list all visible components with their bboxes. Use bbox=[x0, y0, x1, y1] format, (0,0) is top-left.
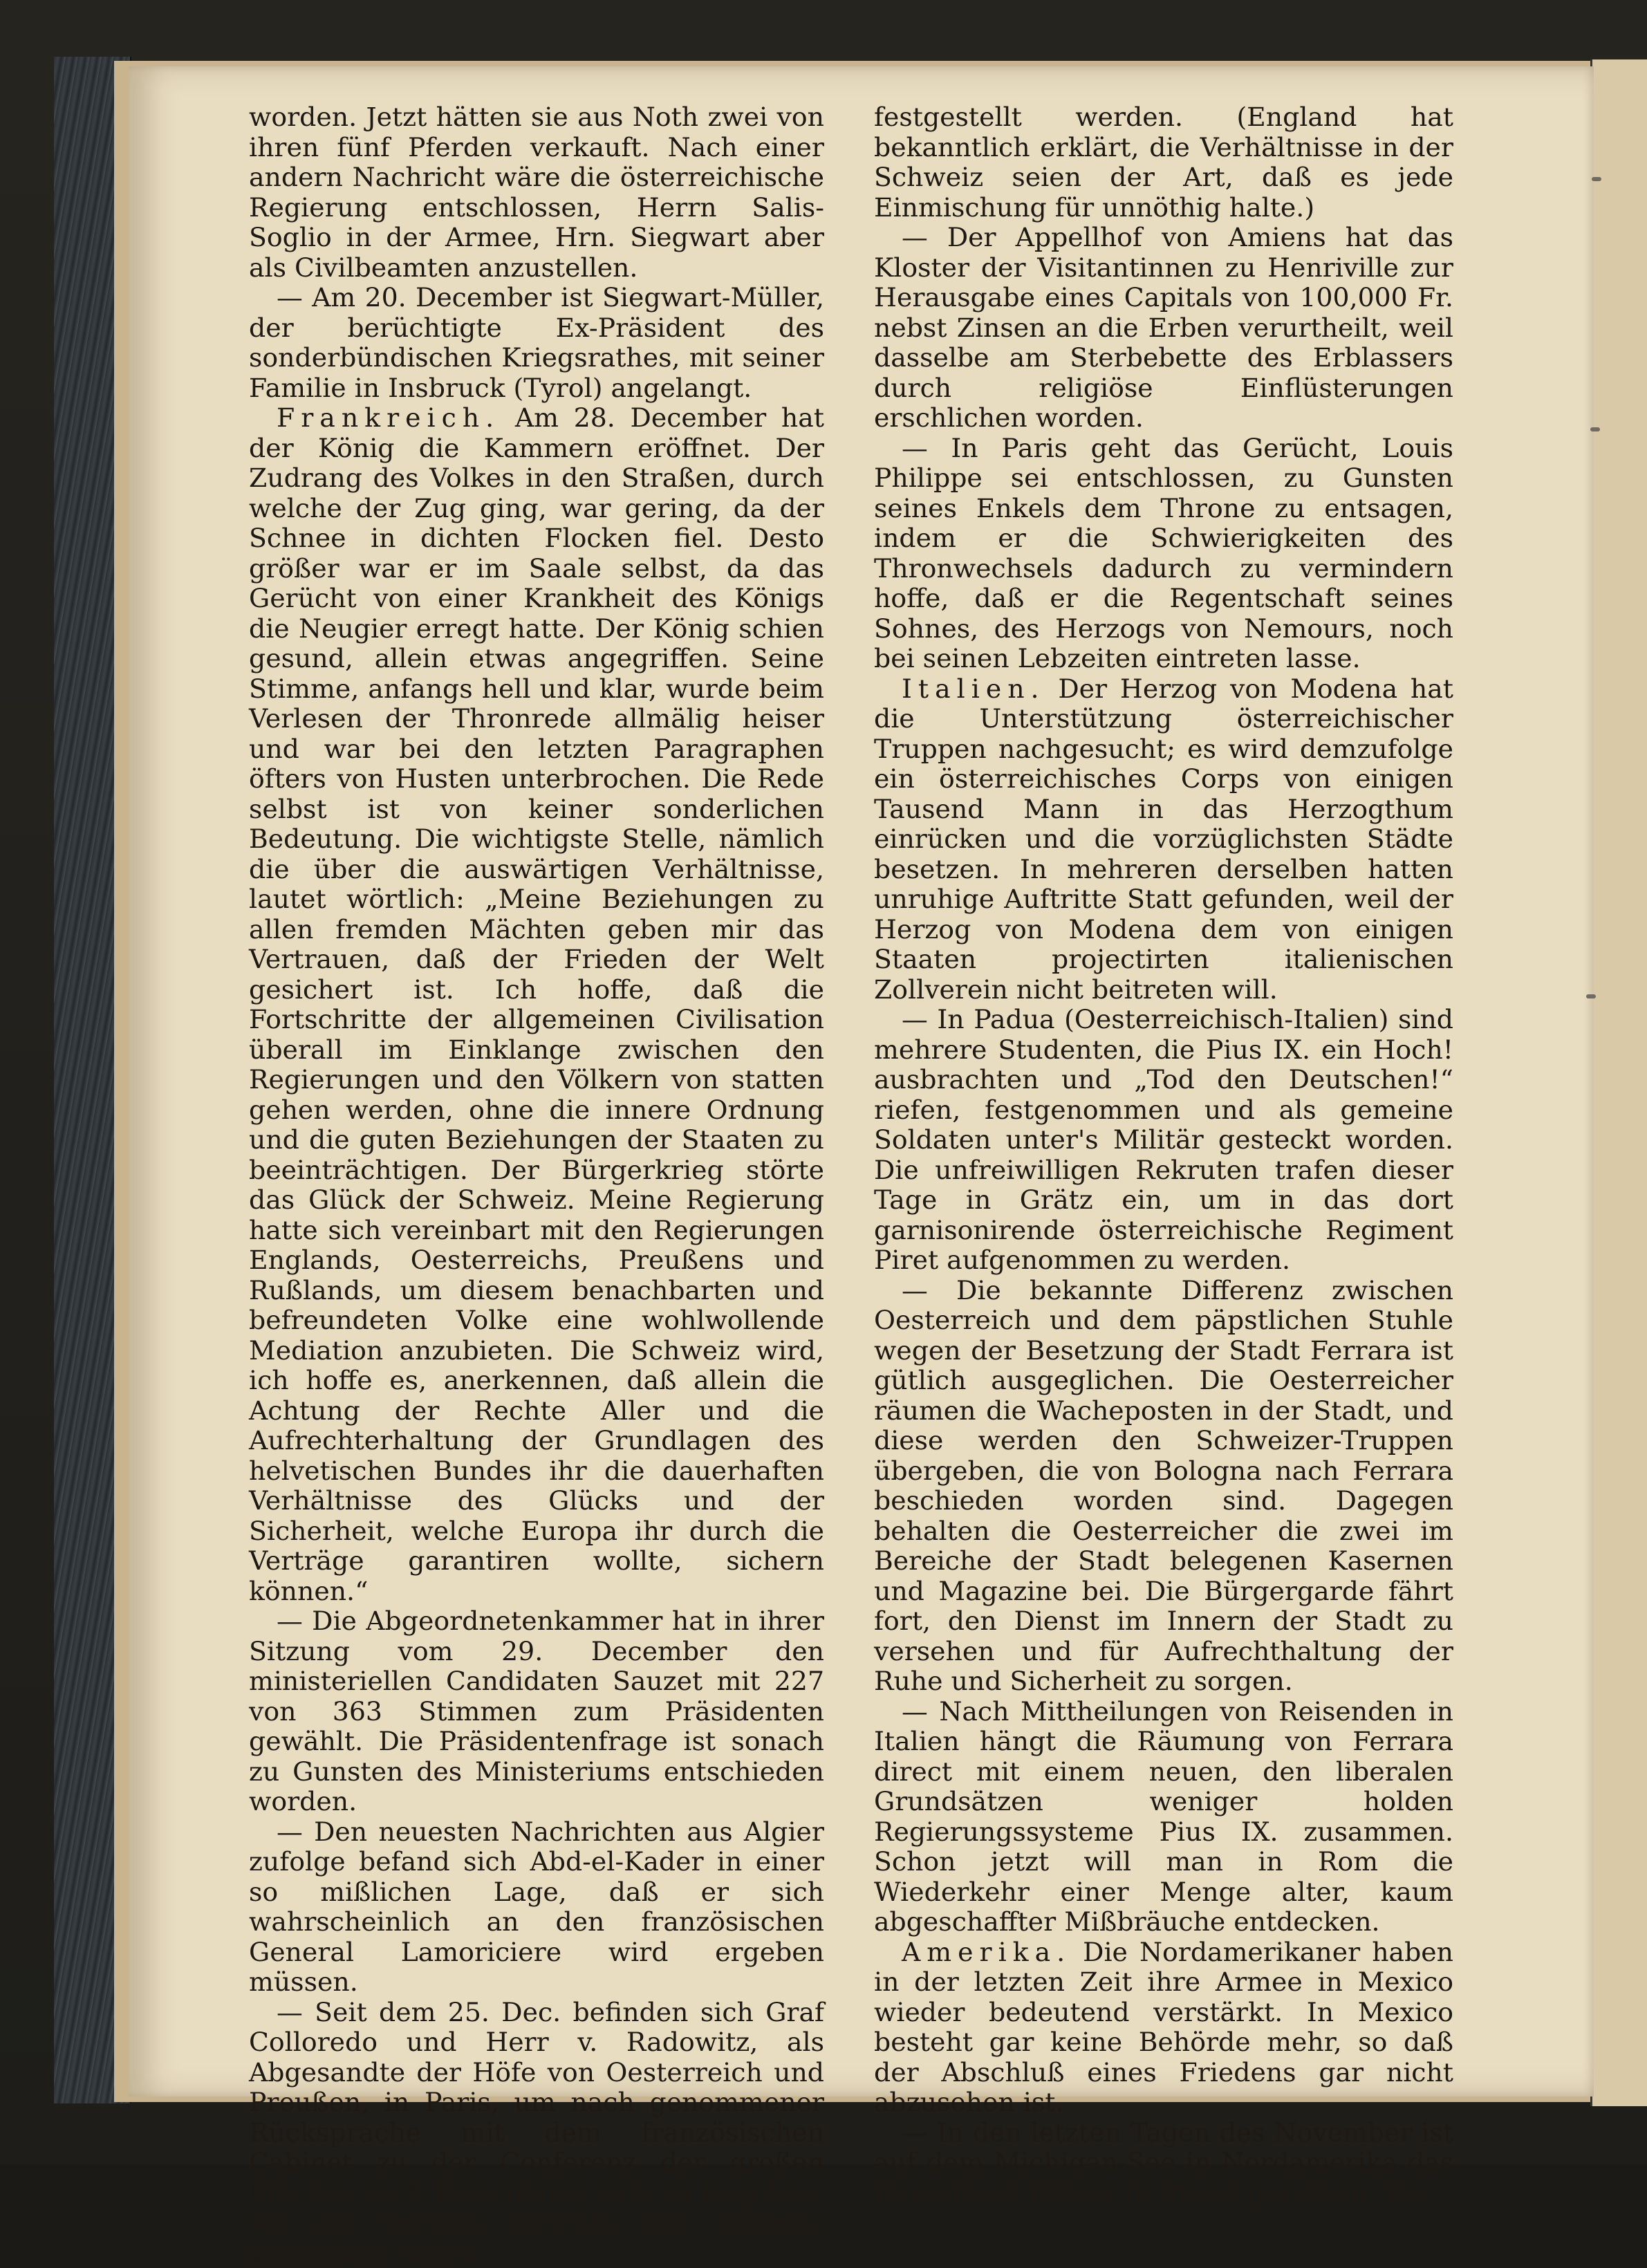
section-heading: Frankreich. bbox=[277, 402, 500, 433]
article-paragraph bbox=[249, 1817, 824, 1998]
right-text-column bbox=[874, 102, 1453, 2208]
paragraph-text: — Der Appellhof von Amiens hat das Kloster der Visitantinnen zu Henriville zur Herausgabe eines Capitals von 100,000 Fr. nebst Zinsen an die Erben verurtheilt, weil dasselbe am Sterbebette des Erblassers durch religiöse Einflüsterungen erschlichen worden. bbox=[874, 222, 1453, 433]
article-paragraph bbox=[249, 102, 824, 283]
paragraph-text: — Seit dem 25. Dec. befinden sich Graf Colloredo und Herr v. Radowitz, als Abgesandte der Höfe von Oesterreich und Preußen, in Paris, um nach genommener Rücksprache mit dem französischen Cabinet zu der Conferenz der großen Mächte nach Neuenburg sich zu begeben, wo die weitern Schritte der Schweiz gegenüber sollen bbox=[249, 1997, 824, 2268]
paragraph-text: — Den neuesten Nachrichten aus Algier zufolge befand sich Abd-el-Kader in einer so mißlichen Lage, daß er sich wahrscheinlich an den französischen General Lamoriciere wird ergeben müssen. bbox=[249, 1816, 824, 1998]
section-heading: Amerika. bbox=[902, 1937, 1071, 1967]
paragraph-text: — Nach Mittheilungen von Reisenden in Italien hängt die Räumung von Ferrara direct mit einem neuen, den liberalen Grundsätzen weniger holden Regierungssysteme Pius IX. zusammen. Schon jetzt will man in Rom die Wiederkehr einer Menge alter, kaum abgeschaffter Mißbräuche entdecken. bbox=[874, 1696, 1453, 1937]
article-paragraph bbox=[874, 2118, 1453, 2209]
paragraph-text: festgestellt werden. (England hat bekanntlich erklärt, die Verhältnisse in der Schweiz seien der Art, daß es jede Einmischung für unnöthig halte.) bbox=[874, 102, 1453, 223]
paragraph-text: Der Herzog von Modena hat die Unterstützung österreichischer Truppen nachgesucht; es wird demzufolge ein österreichisches Corps von einigen Tausend Mann in das Herzogthum einrücken und die vorzüglichsten Städte besetzen. In mehreren derselben hatten unruhige Auftritte Statt gefunden, weil der Herzog von Modena dem von einigen Staaten projectirten italienischen Zollverein nicht beitreten will. bbox=[874, 673, 1453, 1005]
paragraph-text: — In Padua (Oesterreichisch-Italien) sind mehrere Studenten, die Pius IX. ein Hoch! ausbrachten und „Tod den Deutschen!“ riefen, festgenommen und als gemeine Soldaten unter's Militär gesteckt worden. Die unfreiwilligen Rekruten trafen dieser Tage in Grätz ein, um in das dort garnisonirende österreichische Regiment Piret aufgenommen zu werden. bbox=[874, 1004, 1453, 1275]
article-paragraph bbox=[874, 1937, 1453, 2118]
facing-page-edge bbox=[1590, 59, 1647, 2106]
article-paragraph bbox=[874, 434, 1453, 674]
article-paragraph bbox=[874, 674, 1453, 1005]
article-paragraph bbox=[874, 1276, 1453, 1697]
article-paragraph bbox=[249, 403, 824, 1606]
page-mark bbox=[1590, 427, 1600, 431]
article-paragraph bbox=[874, 223, 1453, 434]
left-text-column bbox=[249, 102, 824, 2268]
paragraph-text: — Die bekannte Differenz zwischen Oesterreich und dem päpstlichen Stuhle wegen der Besetzung der Stadt Ferrara ist gütlich ausgeglichen. Die Oesterreicher räumen die Wacheposten in der Stadt, und diese werden den Schweizer-Truppen übergeben, die von Bologna nach Ferrara beschieden worden sind. Dagegen behalten die Oesterreicher die zwei im Bereiche der Stadt belegenen Kasernen und Magazine bei. Die Bürgergarde fährt fort, den Dienst im Innern der Stadt zu versehen und für Aufrechthaltung der Ruhe und Sicherheit zu sorgen. bbox=[874, 1275, 1453, 1697]
paragraph-text: worden. Jetzt hätten sie aus Noth zwei von ihren fünf Pferden verkauft. Nach einer andern Nachricht wäre die österreichische Regierung entschlossen, Herrn Salis-Soglio in der Armee, Hrn. Siegwart aber als Civilbeamten anzustellen. bbox=[249, 102, 824, 283]
section-heading: Italien. bbox=[902, 673, 1045, 704]
paragraph-text: Die Nordamerikaner haben in der letzten Zeit ihre Armee in Mexico wieder bedeutend verstärkt. In Mexico besteht gar keine Behörde mehr, so daß der Abschluß eines Friedens gar nicht abzusehen ist. bbox=[874, 1937, 1453, 2118]
page-mark bbox=[1586, 994, 1596, 998]
article-paragraph bbox=[249, 1998, 824, 2268]
paragraph-text: — In den letzten Tagen des November ist auf dem Michigan-See in Nordamerika das Dampfboot Phönir in Brand gerathen. Die bbox=[874, 2117, 1453, 2208]
article-paragraph bbox=[874, 102, 1453, 223]
paragraph-text: Am 28. December hat der König die Kammern eröffnet. Der Zudrang des Volkes in den Straßen, durch welche der Zug ging, war gering, da der Schnee in dichten Flocken fiel. Desto größer war er im Saale selbst, da das Gerücht von einer Krankheit des Königs die Neugier erregt hatte. Der König schien gesund, allein etwas angegriffen. Seine Stimme, anfangs hell und klar, wurde beim Verlesen der Thronrede allmälig heiser und war bei den letzten Paragraphen öfters von Husten unterbrochen. Die Rede selbst ist von keiner sonderlichen Bedeutung. Die wichtigste Stelle, nämlich die über die auswärtigen Verhältnisse, lautet wörtlich: „Meine Beziehungen zu allen fremden Mächten geben mir das Vertrauen, daß der Frieden der Welt gesichert ist. Ich hoffe, daß die Fortschritte der allgemeinen Civilisation überall im Einklange zwischen den Regierungen und den Völkern von statten gehen werden, ohne die innere Ordnung und die guten Beziehungen der Staaten zu beeinträchtigen. Der Bürgerkrieg störte das Glück der Schweiz. Meine Regierung hatte sich vereinbart mit den Regierungen Englands, Oesterreichs, Preußens und Rußlands, um diesem benachbarten und befreundeten Volke eine wohlwollende Mediation anzubieten. Die Schweiz wird, ich hoffe es, anerkennen, daß allein die Achtung der Rechte Aller und die Aufrechterhaltung der Grundlagen des helvetischen Bundes ihr die dauerhaften Verhältnisse des Glücks und der Sicherheit, welche Europa ihr durch die Verträge garantiren wollte, sichern können.“ bbox=[249, 402, 824, 1606]
article-paragraph bbox=[874, 1697, 1453, 1937]
page-mark bbox=[1592, 177, 1601, 181]
article-paragraph bbox=[874, 1005, 1453, 1276]
article-paragraph bbox=[249, 1606, 824, 1817]
article-paragraph bbox=[249, 283, 824, 403]
paragraph-text: — In Paris geht das Gerücht, Louis Philippe sei entschlossen, zu Gunsten seines Enkels dem Throne zu entsagen, indem er die Schwierigkeiten des Thronwechsels dadurch zu vermindern hoffe, daß er die Regentschaft seines Sohnes, des Herzogs von Nemours, noch bei seinen Lebzeiten eintreten lasse. bbox=[874, 433, 1453, 674]
paragraph-text: — Die Abgeordnetenkammer hat in ihrer Sitzung vom 29. December den ministeriellen Candidaten Sauzet mit 227 von 363 Stimmen zum Präsidenten gewählt. Die Präsidentenfrage ist sonach zu Gunsten des Ministeriums entschieden worden. bbox=[249, 1606, 824, 1816]
paragraph-text: — Am 20. December ist Siegwart-Müller, der berüchtigte Ex-Präsident des sonderbündischen Kriegsrathes, mit seiner Familie in Insbruck (Tyrol) angelangt. bbox=[249, 282, 824, 403]
